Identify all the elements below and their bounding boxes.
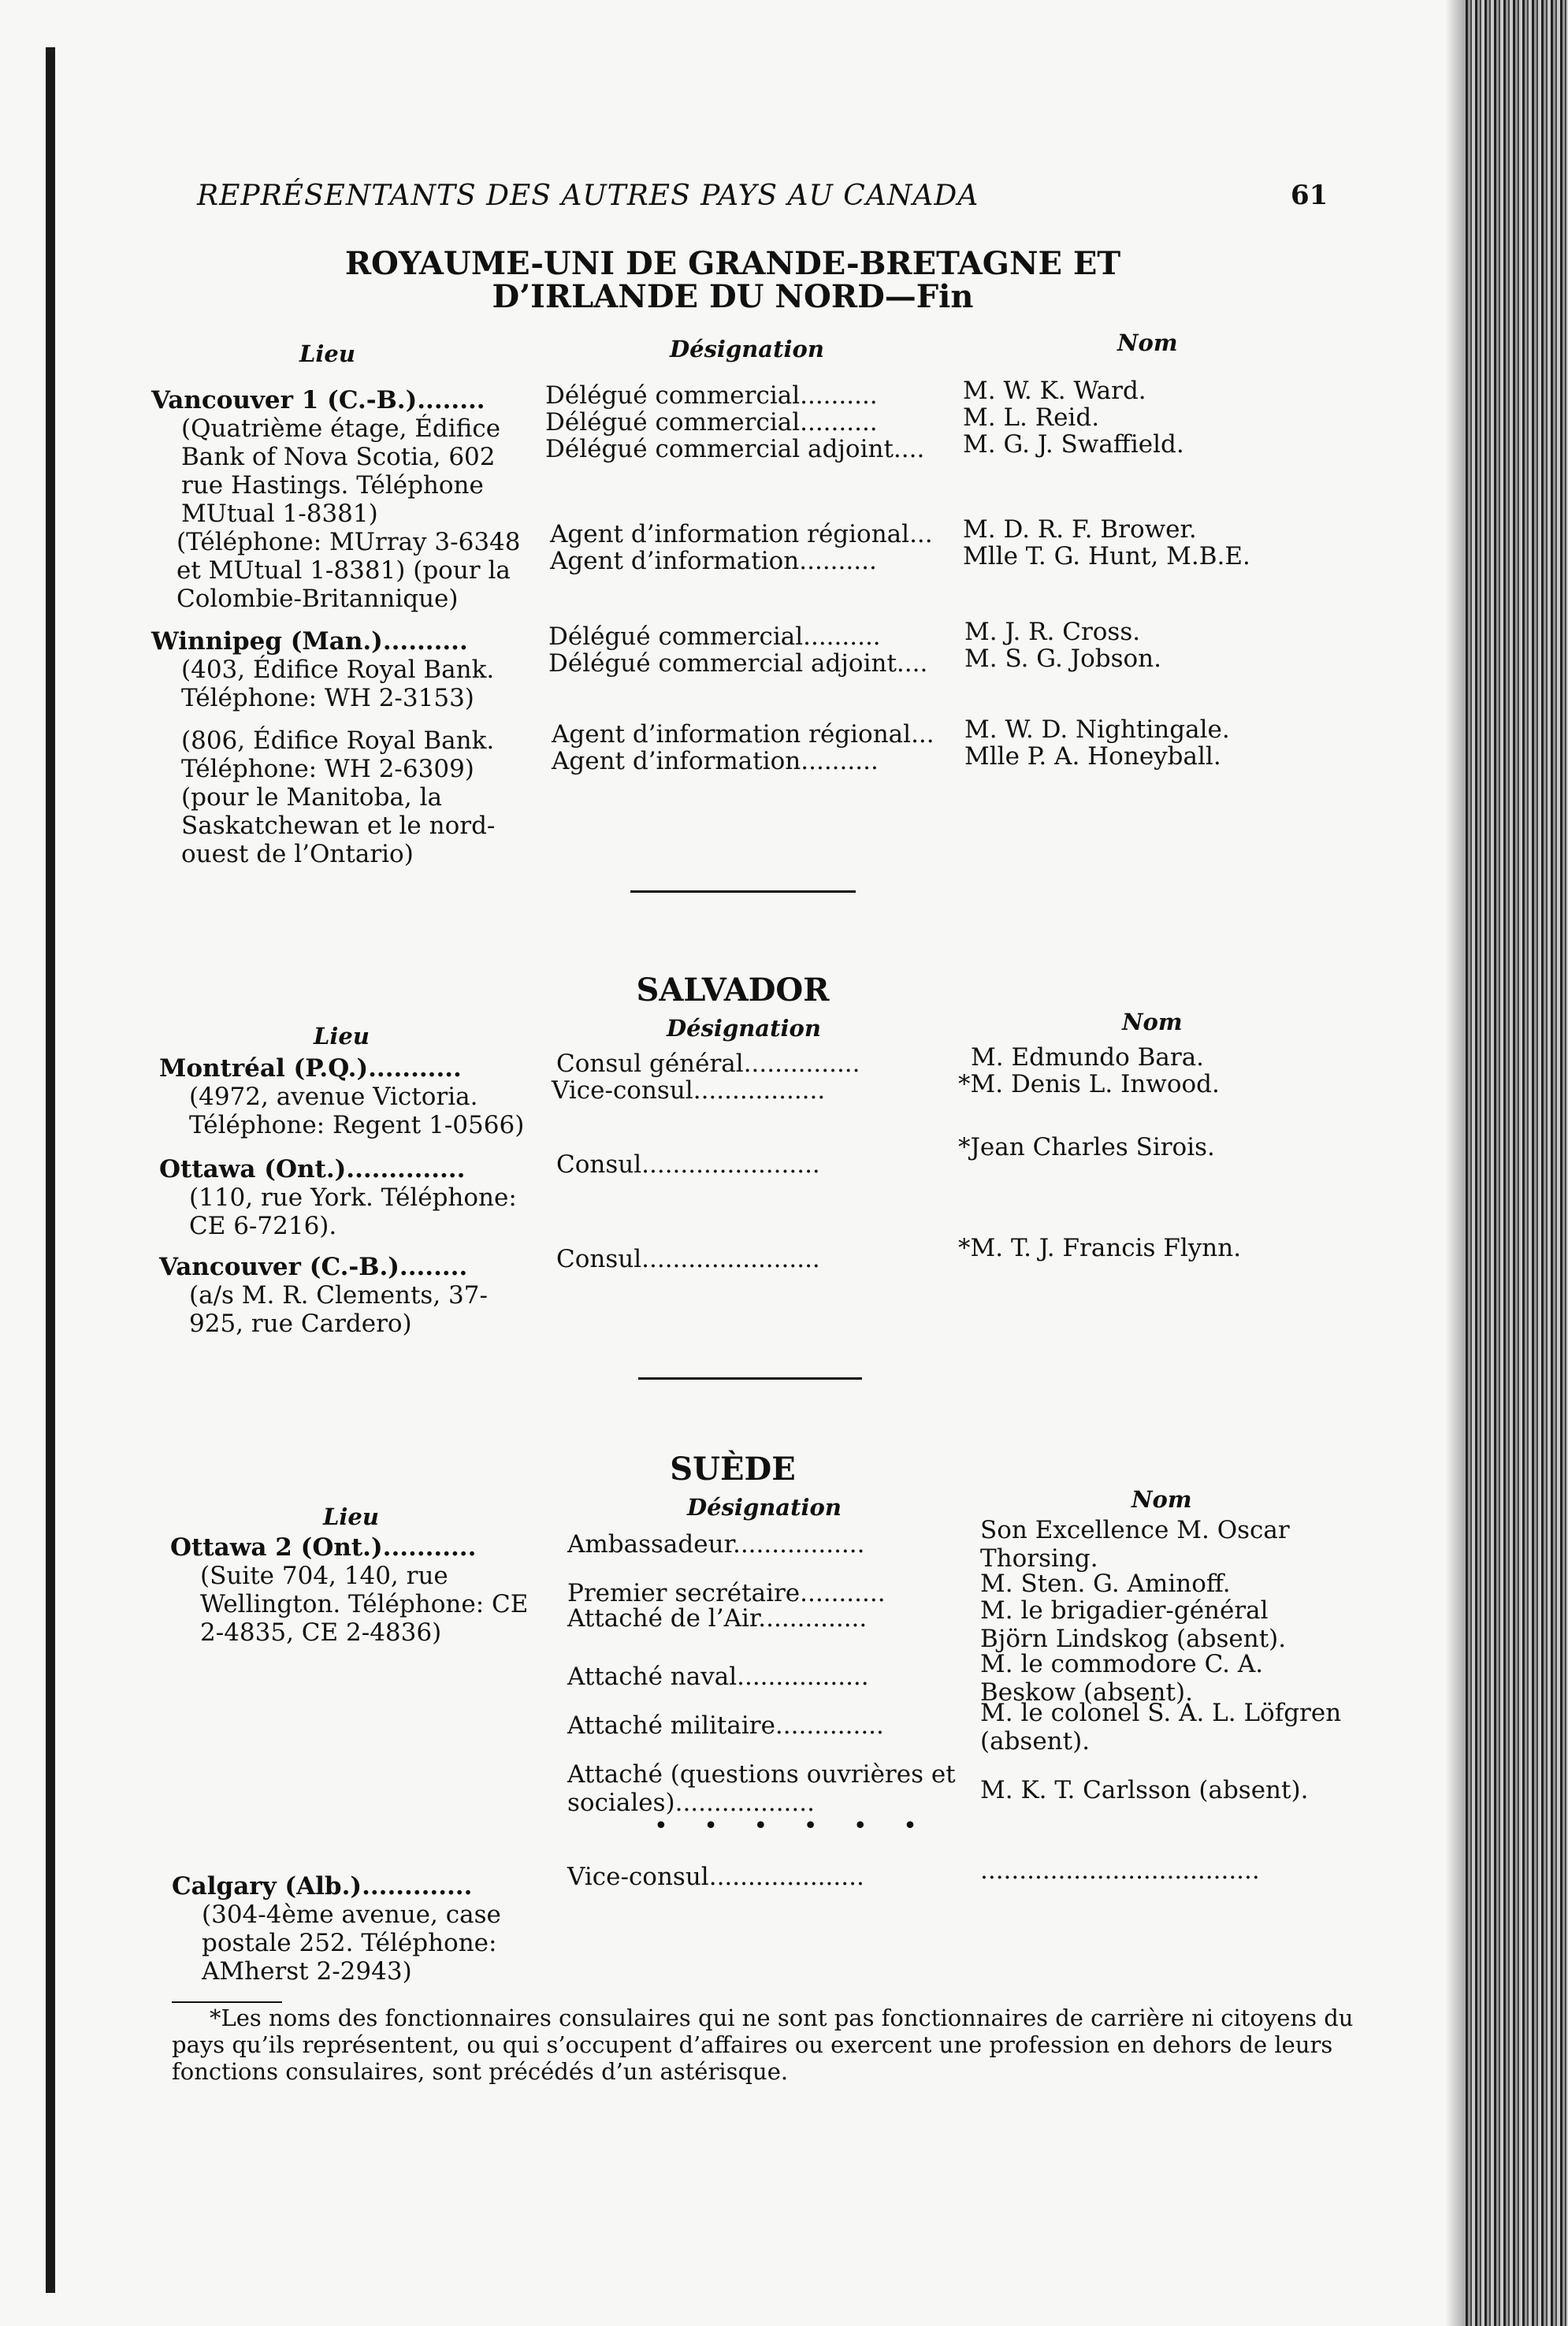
- page-stack-edge: [1466, 0, 1568, 2326]
- section-divider: [638, 1377, 862, 1380]
- col-head-designation: Désignation: [670, 336, 824, 362]
- designation: Vice-consul....................: [567, 1863, 864, 1891]
- salvador-montreal-entry: [159, 1054, 529, 1139]
- person-name: *Jean Charles Sirois.: [958, 1133, 1215, 1161]
- col-head-designation: Désignation: [667, 1015, 821, 1042]
- running-head: REPRÉSENTANTS DES AUTRES PAYS AU CANADA: [197, 180, 979, 212]
- page-shadow: [1445, 0, 1466, 2326]
- place-name: Calgary (Alb.).............: [172, 1872, 473, 1901]
- person-name: M. D. R. F. Brower.: [963, 515, 1197, 544]
- designation: Vice-consul.................: [552, 1076, 826, 1105]
- address: (403, Édifice Royal Bank. Téléphone: WH 2-3153): [181, 656, 495, 712]
- designation: Ambassadeur.................: [567, 1530, 865, 1559]
- person-name: ....................................: [980, 1856, 1260, 1885]
- binding-edge: [46, 47, 55, 2293]
- person-name: M. K. T. Carlsson (absent).: [980, 1776, 1309, 1804]
- person-name: M. Sten. G. Aminoff.: [980, 1570, 1231, 1598]
- place-name: Ottawa 2 (Ont.)...........: [170, 1533, 477, 1562]
- col-head-lieu: Lieu: [299, 340, 355, 367]
- person-name: M. le commodore C. A. Beskow (absent).: [980, 1650, 1264, 1707]
- designation: Délégué commercial adjoint....: [545, 435, 925, 463]
- person-name: M. L. Reid.: [963, 403, 1100, 432]
- uk-winnipeg-entry: [151, 627, 529, 712]
- person-name: M. J. R. Cross.: [964, 618, 1141, 646]
- designation: Attaché militaire..............: [567, 1711, 884, 1740]
- address: (4972, avenue Victoria. Téléphone: Regent 1-0566): [189, 1083, 525, 1139]
- address: (Suite 704, 140, rue Wellington. Téléphone: CE 2-4835, CE 2-4836): [200, 1562, 529, 1647]
- designation: Premier secrétaire...........: [567, 1579, 886, 1607]
- uk-vancouver-entry: [151, 386, 529, 528]
- address: (304-4ème avenue, case postale 252. Téléphone: AMherst 2-2943): [202, 1901, 501, 1986]
- person-name: *M. Denis L. Inwood.: [958, 1070, 1220, 1098]
- designation: Délégué commercial..........: [545, 381, 878, 410]
- name-text: Son Excellence M. Oscar Thorsing.: [980, 1516, 1290, 1573]
- designation: Délégué commercial..........: [545, 408, 878, 437]
- designation: Consul.......................: [556, 1150, 820, 1179]
- place-name: Montréal (P.Q.)...........: [159, 1054, 462, 1083]
- designation: Attaché (questions ouvrières et sociales)..................: [567, 1760, 956, 1817]
- designation: Consul général...............: [556, 1050, 860, 1078]
- section-divider: [630, 890, 856, 893]
- section-title-uk-1: ROYAUME-UNI DE GRANDE-BRETAGNE ET: [344, 245, 1121, 282]
- salvador-vancouver-entry: [159, 1253, 537, 1338]
- person-name: M. le colonel S. A. L. Löfgren (absent).: [980, 1699, 1342, 1756]
- separator-dots: • • • • • •: [654, 1812, 931, 1840]
- address: (110, rue York. Téléphone: CE 6-7216).: [189, 1183, 517, 1240]
- page-number: 61: [1291, 180, 1328, 211]
- designation: Agent d’information..........: [550, 547, 877, 575]
- person-name: M. le brigadier-général Björn Lindskog (absent).: [980, 1596, 1287, 1653]
- col-head-lieu: Lieu: [314, 1023, 370, 1050]
- suede-ottawa-entry: [170, 1533, 544, 1647]
- address: (a/s M. R. Clements, 37-925, rue Cardero): [189, 1281, 488, 1338]
- person-name: M. S. G. Jobson.: [964, 645, 1161, 673]
- designation: Agent d’information régional...: [550, 520, 933, 548]
- col-head-nom: Nom: [1131, 1486, 1192, 1513]
- address: (806, Édifice Royal Bank. Téléphone: WH 2-6309) (pour le Manitoba, la Saskatchewan et le nord-ouest de l’Ontario): [181, 726, 496, 868]
- designation: Agent d’information régional...: [552, 720, 934, 749]
- place-name: Vancouver 1 (C.-B.)........: [151, 386, 485, 414]
- address: (Téléphone: MUrray 3-6348 et MUtual 1-8381) (pour la Colombie-Britannique): [176, 528, 521, 613]
- section-title-salvador: SALVADOR: [636, 972, 830, 1009]
- person-name: Mlle T. G. Hunt, M.B.E.: [963, 542, 1250, 570]
- person-name: *M. T. J. Francis Flynn.: [958, 1234, 1242, 1262]
- col-head-nom: Nom: [1117, 329, 1178, 356]
- place-name: Vancouver (C.-B.)........: [159, 1253, 468, 1281]
- col-head-designation: Désignation: [687, 1494, 842, 1521]
- person-name: M. W. D. Nightingale.: [964, 715, 1230, 744]
- footnote: *Les noms des fonctionnaires consulaires qui ne sont pas fonctionnaires de carrière ni citoyens du pays qu’ils représentent, ou qui s’occupent d’affaires ou exercent une profession en dehors de leurs fonctions consulaires, sont précédés d’un astérisque.: [172, 2005, 1354, 2085]
- section-title-uk-2: D’IRLANDE DU NORD—Fin: [492, 278, 974, 315]
- designation: Attaché naval.................: [567, 1663, 869, 1691]
- person-name: [980, 1516, 1343, 1573]
- place-name: Winnipeg (Man.)..........: [151, 627, 468, 656]
- address: (Quatrième étage, Édifice Bank of Nova Scotia, 602 rue Hastings. Téléphone MUtual 1-8381): [181, 414, 501, 528]
- designation: Délégué commercial adjoint....: [548, 649, 928, 678]
- col-head-nom: Nom: [1122, 1009, 1183, 1035]
- designation: Délégué commercial..........: [548, 622, 881, 651]
- suede-calgary-entry: [172, 1872, 545, 1986]
- designation: Agent d’information..........: [552, 747, 879, 775]
- person-name: M. G. J. Swaffield.: [963, 430, 1184, 459]
- designation: Consul.......................: [556, 1245, 820, 1273]
- designation: Attaché de l’Air..............: [567, 1604, 868, 1633]
- person-name: M. Edmundo Bara.: [971, 1043, 1205, 1072]
- salvador-ottawa-entry: [159, 1155, 529, 1240]
- place-name: Ottawa (Ont.)..............: [159, 1155, 466, 1183]
- col-head-lieu: Lieu: [323, 1503, 379, 1530]
- person-name: M. W. K. Ward.: [963, 377, 1146, 405]
- section-title-suede: SUÈDE: [670, 1451, 796, 1488]
- footnote-rule: [172, 2001, 282, 2003]
- person-name: Mlle P. A. Honeyball.: [964, 742, 1221, 771]
